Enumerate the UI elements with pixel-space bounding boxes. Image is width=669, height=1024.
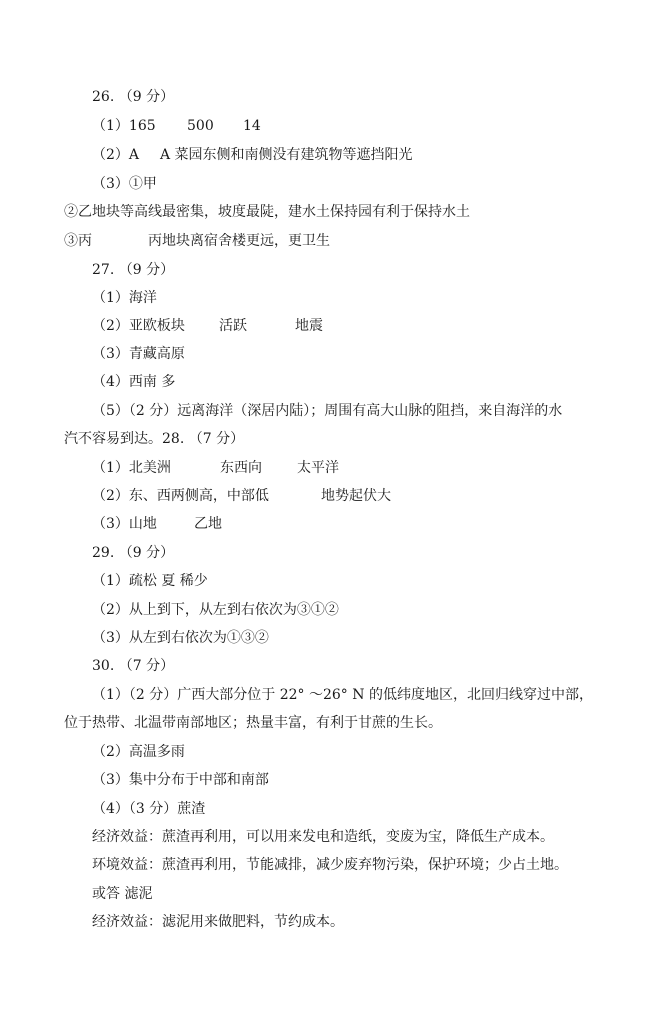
q28-a2-part2: 地势起伏大 bbox=[321, 488, 391, 504]
q30-answer-1-line1: （1）（2 分）广西大部分位于 22° ～26° N 的低纬度地区，北回归线穿过中部， bbox=[92, 687, 593, 703]
q26-a3c-part2: 丙地块离宿舍楼更远，更卫生 bbox=[148, 233, 330, 249]
q26-answer-2 bbox=[92, 146, 413, 164]
q26-a2-part2: A 菜园东侧和南侧没有建筑物等遮挡阳光 bbox=[160, 147, 413, 163]
q30-economic-benefit-1: 经济效益：蔗渣再利用，可以用来发电和造纸，变废为宝，降低生产成本。 bbox=[92, 829, 554, 845]
q26-a3c-part1: ③丙 bbox=[64, 233, 92, 249]
q28-a1-part1: （1）北美洲 bbox=[92, 460, 171, 476]
q27-a2-part3: 地震 bbox=[295, 318, 323, 334]
q29-answer-3: （3）从左到右依次为①③② bbox=[92, 630, 269, 646]
q26-a1-part2: 500 bbox=[187, 118, 214, 134]
q28-a2-part1: （2）东、西两侧高，中部低 bbox=[92, 488, 269, 504]
q26-answer-1 bbox=[92, 117, 261, 135]
q27-answer-2 bbox=[92, 317, 323, 335]
q30-answer-3: （3）集中分布于中部和南部 bbox=[92, 772, 269, 788]
q30-answer-4: （4）（3 分）蔗渣 bbox=[92, 801, 206, 817]
q26-answer-3: （3）①甲 bbox=[92, 176, 157, 192]
q30-answer-2: （2）高温多雨 bbox=[92, 744, 185, 760]
q28-a3-part2: 乙地 bbox=[194, 516, 222, 532]
q26-a1-part3: 14 bbox=[243, 118, 261, 134]
q27-answer-5-line1: （5）（2 分）远离海洋（深居内陆）；周围有高大山脉的阻挡，来自海洋的水 bbox=[92, 403, 563, 419]
q30-alternative-answer: 或答 滤泥 bbox=[92, 886, 153, 902]
q26-answer-3b: ②乙地块等高线最密集，坡度最陡，建水土保持园有利于保持水土 bbox=[64, 204, 470, 220]
q26-heading: 26. （9 分） bbox=[92, 89, 175, 105]
q26-a1-part1: （1）165 bbox=[92, 118, 156, 134]
q27-answer-1: （1）海洋 bbox=[92, 290, 157, 306]
q30-environmental-benefit: 环境效益：蔗渣再利用，节能减排，减少废弃物污染，保护环境；少占土地。 bbox=[92, 857, 568, 873]
q29-heading: 29. （9 分） bbox=[92, 545, 175, 561]
q27-heading: 27. （9 分） bbox=[92, 262, 175, 278]
q28-answer-2 bbox=[92, 487, 391, 505]
q28-a3-part1: （3）山地 bbox=[92, 516, 157, 532]
q27-answer-5-line2: 汽不容易到达。28. （7 分） bbox=[64, 431, 245, 447]
q27-a2-part1: （2）亚欧板块 bbox=[92, 318, 185, 334]
q28-answer-1 bbox=[92, 459, 339, 477]
q29-answer-2: （2）从上到下，从左到右依次为③①② bbox=[92, 602, 339, 618]
q28-answer-3 bbox=[92, 515, 222, 533]
q26-a2-part1: （2）A bbox=[92, 147, 140, 163]
q30-answer-1-line2: 位于热带、北温带南部地区；热量丰富，有利于甘蔗的生长。 bbox=[64, 715, 442, 731]
q27-a2-part2: 活跃 bbox=[219, 318, 247, 334]
q30-economic-benefit-2: 经济效益：滤泥用来做肥料，节约成本。 bbox=[92, 914, 344, 930]
q27-answer-3: （3）青藏高原 bbox=[92, 346, 185, 362]
q28-a1-part2: 东西向 bbox=[220, 460, 262, 476]
q28-a1-part3: 太平洋 bbox=[297, 460, 339, 476]
q30-heading: 30. （7 分） bbox=[92, 658, 175, 674]
q29-answer-1: （1）疏松 夏 稀少 bbox=[92, 573, 208, 589]
q27-answer-4: （4）西南 多 bbox=[92, 374, 176, 390]
q26-answer-3c bbox=[64, 232, 330, 250]
